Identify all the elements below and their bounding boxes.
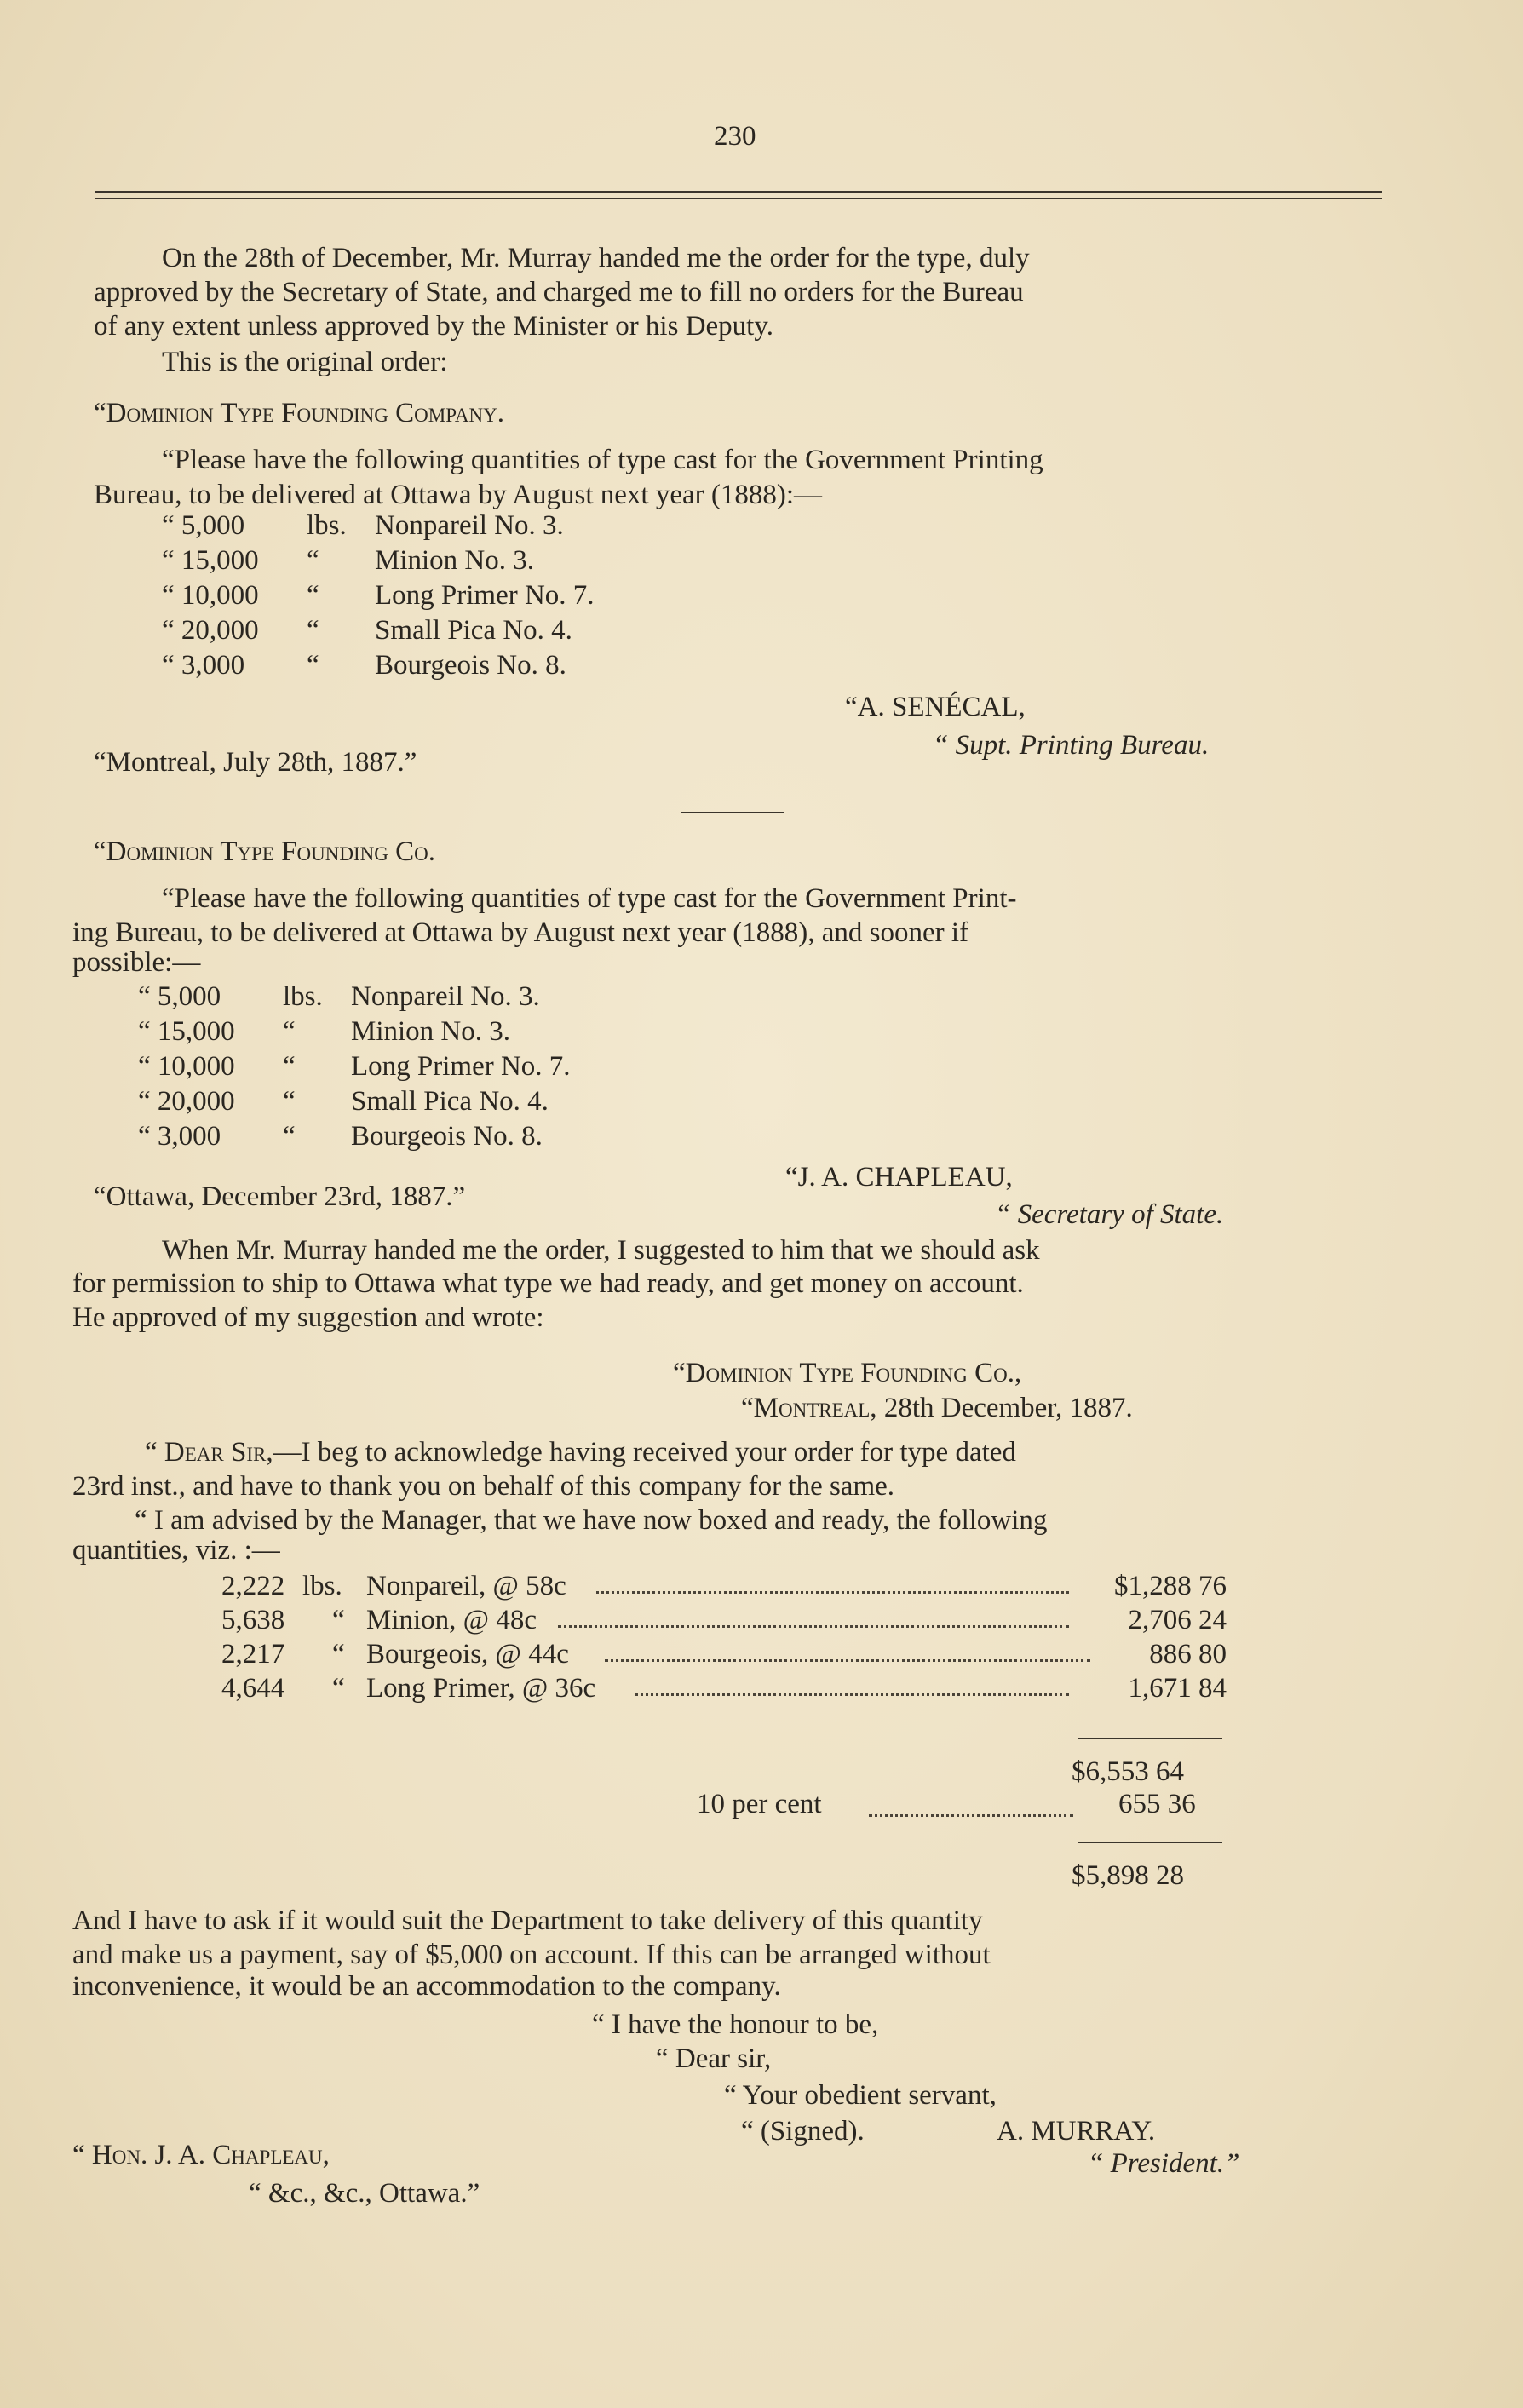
subtotal-rule (1078, 1738, 1222, 1739)
order1-date: “Montreal, July 28th, 1887.” (94, 747, 417, 778)
section-divider (681, 812, 784, 813)
intro-line-3: of any extent unless approved by the Minister or his Deputy. (94, 311, 773, 342)
order1-line-2: Bureau, to be delivered at Ottawa by August next year (1888):— (94, 480, 823, 510)
letter-header-place: “Montreal, (741, 1393, 877, 1423)
addressee-line-2: “ &c., &c., Ottawa.” (249, 2178, 480, 2209)
order2-heading: “Dominion Type Founding Co. (94, 836, 435, 867)
order2-signature-title: “ Secretary of State. (995, 1199, 1224, 1230)
order1-signature-title: “ Supt. Printing Bureau. (933, 730, 1210, 761)
ledger-unit: lbs. (302, 1571, 342, 1601)
leader-dots (596, 1569, 1069, 1594)
total-rule (1078, 1842, 1222, 1843)
ledger-amount: 1,671 84 (1128, 1673, 1227, 1704)
closing-line-1: And I have to ask if it would suit the Department to take delivery of this quantity (72, 1905, 983, 1936)
order1-signature-name: “A. SENÉCAL, (845, 692, 1026, 722)
ledger-amount: 2,706 24 (1128, 1605, 1227, 1635)
ledger-desc: Nonpareil, @ 58c (366, 1571, 566, 1601)
leader-dots (635, 1671, 1069, 1696)
table-row (170, 1569, 1227, 1603)
intro-line-4: This is the original order: (162, 347, 448, 377)
header-rule-bottom (95, 198, 1382, 199)
leader-dots (605, 1637, 1090, 1662)
ledger-unit: “ (332, 1639, 345, 1670)
letter-header-place-date (741, 1391, 1133, 1425)
order1-line-1: “Please have the following quantities of type cast for the Government Printing (162, 445, 1043, 475)
ledger-desc: Bourgeois, @ 44c (366, 1639, 569, 1670)
intro-line-2: approved by the Secretary of State, and charged me to fill no orders for the Bureau (94, 277, 1024, 307)
leader-dots (558, 1603, 1069, 1628)
letter-header-date: 28th December, 1887. (883, 1393, 1133, 1423)
order2-signature-name: “J. A. CHAPLEAU, (785, 1162, 1013, 1193)
ledger-unit: “ (332, 1673, 345, 1704)
ledger-amount: $1,288 76 (1114, 1571, 1227, 1601)
leader-dots (869, 1796, 1073, 1817)
ledger-qty: 4,644 (221, 1673, 285, 1704)
signatory-name: A. MURRAY. (997, 2116, 1156, 2147)
closing-line-2: and make us a payment, say of $5,000 on account. If this can be arranged without (72, 1940, 991, 1970)
valediction-line-2: “ Dear sir, (656, 2043, 772, 2074)
order1-heading: “Dominion Type Founding Company. (94, 398, 504, 428)
letter-para2-line2: quantities, viz. :— (72, 1535, 280, 1566)
ledger-subtotal: $6,553 64 (1072, 1756, 1184, 1787)
closing-line-3: inconvenience, it would be an accommodation to the company. (72, 1971, 781, 2002)
letter-para1-line2: 23rd inst., and have to thank you on behalf of this company for the same. (72, 1471, 895, 1502)
ledger-total: $5,898 28 (1072, 1860, 1184, 1891)
order2-line-2: ing Bureau, to be delivered at Ottawa by August next year (1888), and sooner if (72, 917, 969, 948)
document-page: 230 On the 28th of December, Mr. Murray handed me the order for the type, duly approved by the Secretary of State, and charged me to fill no orders for the Bureau of any extent unless approved by the Minister or his Deputy. This is the original order: “Dominion Type Founding Company. “Please have the following quantities of type cast for the Government Printing Bureau, to be delivered at Ottawa by August next year (1888):— “ 5,000 lbs. Nonpareil No. 3. “ 15,000 “ Minion No. 3. “ 10,000 “ Long Primer No. 7. “ 20,000 “ Small Pica No. 4. “ 3,000 “ Bourgeois No. 8. “A. SENÉCAL, “ Supt. Printing Bureau. “Montreal, July 28th, 1887.” “Dominion Type Founding Co. “Please have the following quantities of type cast for the Government Print- ing Bureau, to be delivered at Ottawa by August next year (1888), and sooner if possible:— “ 5,000 lbs. Nonpareil No. 3. “ 15,000 “ Minion No. 3. “ 10,000 “ Long Primer No. 7. “ 20,000 “ Small Pica No. 4. “ 3,000 “ Bourgeois No. 8. “J. A. CHAPLEAU, “Ottawa, December 23rd, 1887.” “ Secretary of State. When Mr. Murray handed me the order, I suggested to him that we should ask for permission to ship to Ottawa what type we had ready, and get money on account. He approved of my suggestion and wrote: “Dominion Type Founding Co., “Montreal, 28th December, 1887. “ Dear Sir,—I beg to acknowledge having received your order for type dated 23rd inst., and have to thank you on behalf of this company for the same. “ I am advised by the Manager, that we have now boxed and ready, the following quantities, viz. :— 2,222 lbs. Nonpareil, @ 58c $1,288 76 5,638 “ Minion, @ 48c 2,706 24 2,217 “ Bourgeois, @ 44c 886 80 4,644 “ Long Primer, @ 36c 1,671 84 $6,553 64 10 per cent 655 36 $5,898 28 And I have to ask if it would suit the Department to take delivery of this quantity and make us a payment, say of $5,000 on account. If this can be arranged without inconvenience, it would be an accommodation to the company. “ I have the honour to be, “ Dear sir, “ Your obedient servant, “ (Signed). A. MURRAY. “ President.” “ Hon. J. A. Chapleau, “ &c., &c., Ottawa.” (0, 0, 1523, 2408)
valediction-line-1: “ I have the honour to be, (592, 2009, 879, 2040)
intro-line-1: On the 28th of December, Mr. Murray handed me the order for the type, duly (162, 243, 1030, 273)
ledger-qty: 5,638 (221, 1605, 285, 1635)
valediction-line-3: “ Your obedient servant, (724, 2080, 997, 2111)
table-row (170, 1603, 1227, 1637)
discount-amount: 655 36 (1118, 1789, 1196, 1819)
narrative-line-2: for permission to ship to Ottawa what type we had ready, and get money on account. (72, 1268, 1024, 1299)
letter-header-company: “Dominion Type Founding Co., (673, 1358, 1022, 1388)
addressee-line-1: “ Hon. J. A. Chapleau, (72, 2140, 330, 2170)
letter-para1-line1 (145, 1435, 1016, 1469)
signed-label: “ (Signed). (741, 2116, 865, 2147)
letter-para2-line1: “ I am advised by the Manager, that we have now boxed and ready, the following (135, 1505, 1048, 1536)
order2-date: “Ottawa, December 23rd, 1887.” (94, 1181, 466, 1212)
signatory-title: “ President.” (1088, 2148, 1240, 2179)
ledger-desc: Long Primer, @ 36c (366, 1673, 596, 1704)
page-number: 230 (714, 121, 756, 152)
narrative-line-1: When Mr. Murray handed me the order, I suggested to him that we should ask (162, 1235, 1040, 1266)
table-row (170, 1637, 1227, 1671)
discount-label: 10 per cent (697, 1789, 822, 1819)
ledger-amount: 886 80 (1149, 1639, 1227, 1670)
order2-line-1: “Please have the following quantities of type cast for the Government Print- (162, 883, 1017, 914)
letter-para1-text: —I beg to acknowledge having received your order for type dated (273, 1437, 1016, 1468)
ledger-unit: “ (332, 1605, 345, 1635)
ledger-desc: Minion, @ 48c (366, 1605, 537, 1635)
narrative-line-3: He approved of my suggestion and wrote: (72, 1302, 544, 1333)
header-rule-top (95, 191, 1382, 193)
order2-line-3: possible:— (72, 947, 201, 978)
letter-salutation: “ Dear Sir, (145, 1437, 273, 1468)
ledger-qty: 2,217 (221, 1639, 285, 1670)
ledger-qty: 2,222 (221, 1571, 285, 1601)
table-row (170, 1671, 1227, 1705)
